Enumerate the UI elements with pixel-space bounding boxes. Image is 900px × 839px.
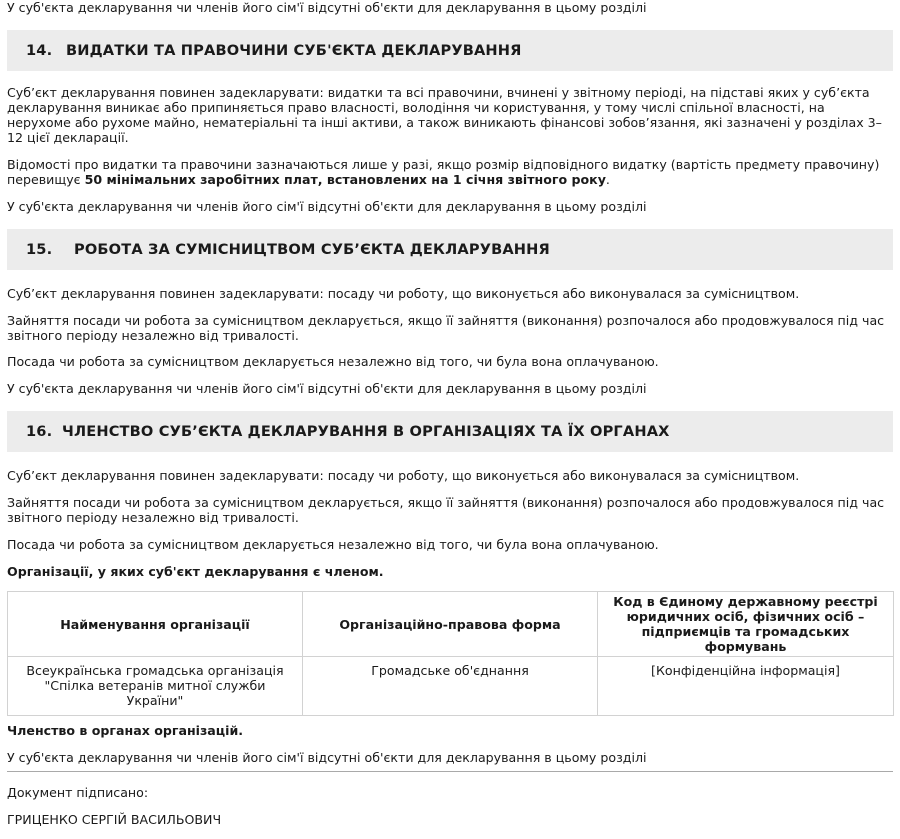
section-16-empty-note: У суб'єкта декларування чи членів його сім'ї відсутні об'єкти для декларування в цьому розділі bbox=[7, 750, 647, 765]
section-15-header bbox=[7, 229, 893, 270]
column-header-org-name: Найменування організації bbox=[8, 592, 303, 657]
org-bodies-heading: Членство в органах організацій. bbox=[7, 723, 244, 738]
signer-name: ГРИЦЕНКО СЕРГІЙ ВАСИЛЬОВИЧ bbox=[7, 812, 222, 827]
cell-registry-code: [Конфіденційна інформація] bbox=[598, 657, 894, 716]
footer-divider bbox=[7, 771, 893, 772]
section-16-paragraph-1: Суб’єкт декларування повинен задекларувати: посаду чи роботу, що виконується або виконувалася за сумісництвом. bbox=[7, 468, 800, 483]
section-14-title-row bbox=[26, 42, 522, 59]
section-14-number: 14. bbox=[26, 42, 53, 59]
section-15-paragraph-2: Зайняття посади чи робота за сумісництвом декларується, якщо її зайняття (виконання) розпочалося або продовжувалося під час звітного періоду незалежно від тривалості. bbox=[7, 313, 885, 343]
section-16-paragraph-2: Зайняття посади чи робота за сумісництвом декларується, якщо її зайняття (виконання) розпочалося або продовжувалося під час звітного періоду незалежно від тривалості. bbox=[7, 495, 885, 525]
table-row bbox=[8, 657, 894, 716]
section-15-title-row bbox=[26, 241, 550, 258]
organizations-table bbox=[7, 591, 894, 716]
section-14-paragraph-1: Суб’єкт декларування повинен задекларувати: видатки та всі правочини, вчинені у звітному періоді, на підставі яких у суб’єкта декларування виникає або припиняється право власності, володіння чи користування, у тому числі спільної власності, на нерухоме або рухоме майно, нематеріальні та інші активи, а також виникають фінансові зобов’язання, які зазначені у розділах 3–12 цієї декларації. bbox=[7, 85, 882, 145]
section-14-title: ВИДАТКИ ТА ПРАВОЧИНИ СУБ'ЄКТА ДЕКЛАРУВАННЯ bbox=[66, 42, 522, 59]
section-15-number: 15. bbox=[26, 241, 53, 258]
section-16-paragraph-3: Посада чи робота за сумісництвом декларується незалежно від того, чи була вона оплачуваною. bbox=[7, 537, 659, 552]
table-header-row bbox=[8, 592, 894, 657]
section-15-title: РОБОТА ЗА СУМІСНИЦТВОМ СУБ’ЄКТА ДЕКЛАРУВАННЯ bbox=[74, 241, 550, 258]
section-14-p2-bold: 50 мінімальних заробітних плат, встановлених на 1 січня звітного року bbox=[84, 172, 606, 187]
organizations-heading: Організації, у яких суб'єкт декларування є членом. bbox=[7, 564, 384, 579]
cell-org-name: Всеукраїнська громадська організація "Спілка ветеранів митної служби України" bbox=[8, 657, 303, 716]
section-15-empty-note: У суб'єкта декларування чи членів його сім'ї відсутні об'єкти для декларування в цьому розділі bbox=[7, 381, 647, 396]
section-14-paragraph-2 bbox=[7, 157, 885, 187]
signed-label: Документ підписано: bbox=[7, 785, 149, 800]
section-15-paragraph-3: Посада чи робота за сумісництвом декларується незалежно від того, чи була вона оплачуваною. bbox=[7, 354, 659, 369]
column-header-legal-form: Організаційно-правова форма bbox=[303, 592, 598, 657]
section-16-title-row bbox=[26, 423, 670, 440]
section-14-empty-note: У суб'єкта декларування чи членів його сім'ї відсутні об'єкти для декларування в цьому розділі bbox=[7, 199, 647, 214]
top-empty-note: У суб'єкта декларування чи членів його сім'ї відсутні об'єкти для декларування в цьому розділі bbox=[7, 0, 647, 15]
section-16-header bbox=[7, 411, 893, 452]
column-header-registry-code: Код в Єдиному державному реєстрі юридичних осіб, фізичних осіб – підприємців та громадських формувань bbox=[598, 592, 894, 657]
section-15-paragraph-1: Суб’єкт декларування повинен задекларувати: посаду чи роботу, що виконується або виконувалася за сумісництвом. bbox=[7, 286, 800, 301]
section-14-p2-end: . bbox=[605, 172, 610, 187]
section-14-p2-text: Відомості про видатки та правочини зазначаються лише у разі, якщо розмір відповідного видатку (вартість предмету правочину) перевищує bbox=[7, 157, 880, 187]
section-16-title: ЧЛЕНСТВО СУБ’ЄКТА ДЕКЛАРУВАННЯ В ОРГАНІЗАЦІЯХ ТА ЇХ ОРГАНАХ bbox=[62, 423, 670, 440]
section-16-number: 16. bbox=[26, 423, 53, 440]
cell-legal-form: Громадське об'єднання bbox=[303, 657, 598, 716]
section-14-header bbox=[7, 30, 893, 71]
